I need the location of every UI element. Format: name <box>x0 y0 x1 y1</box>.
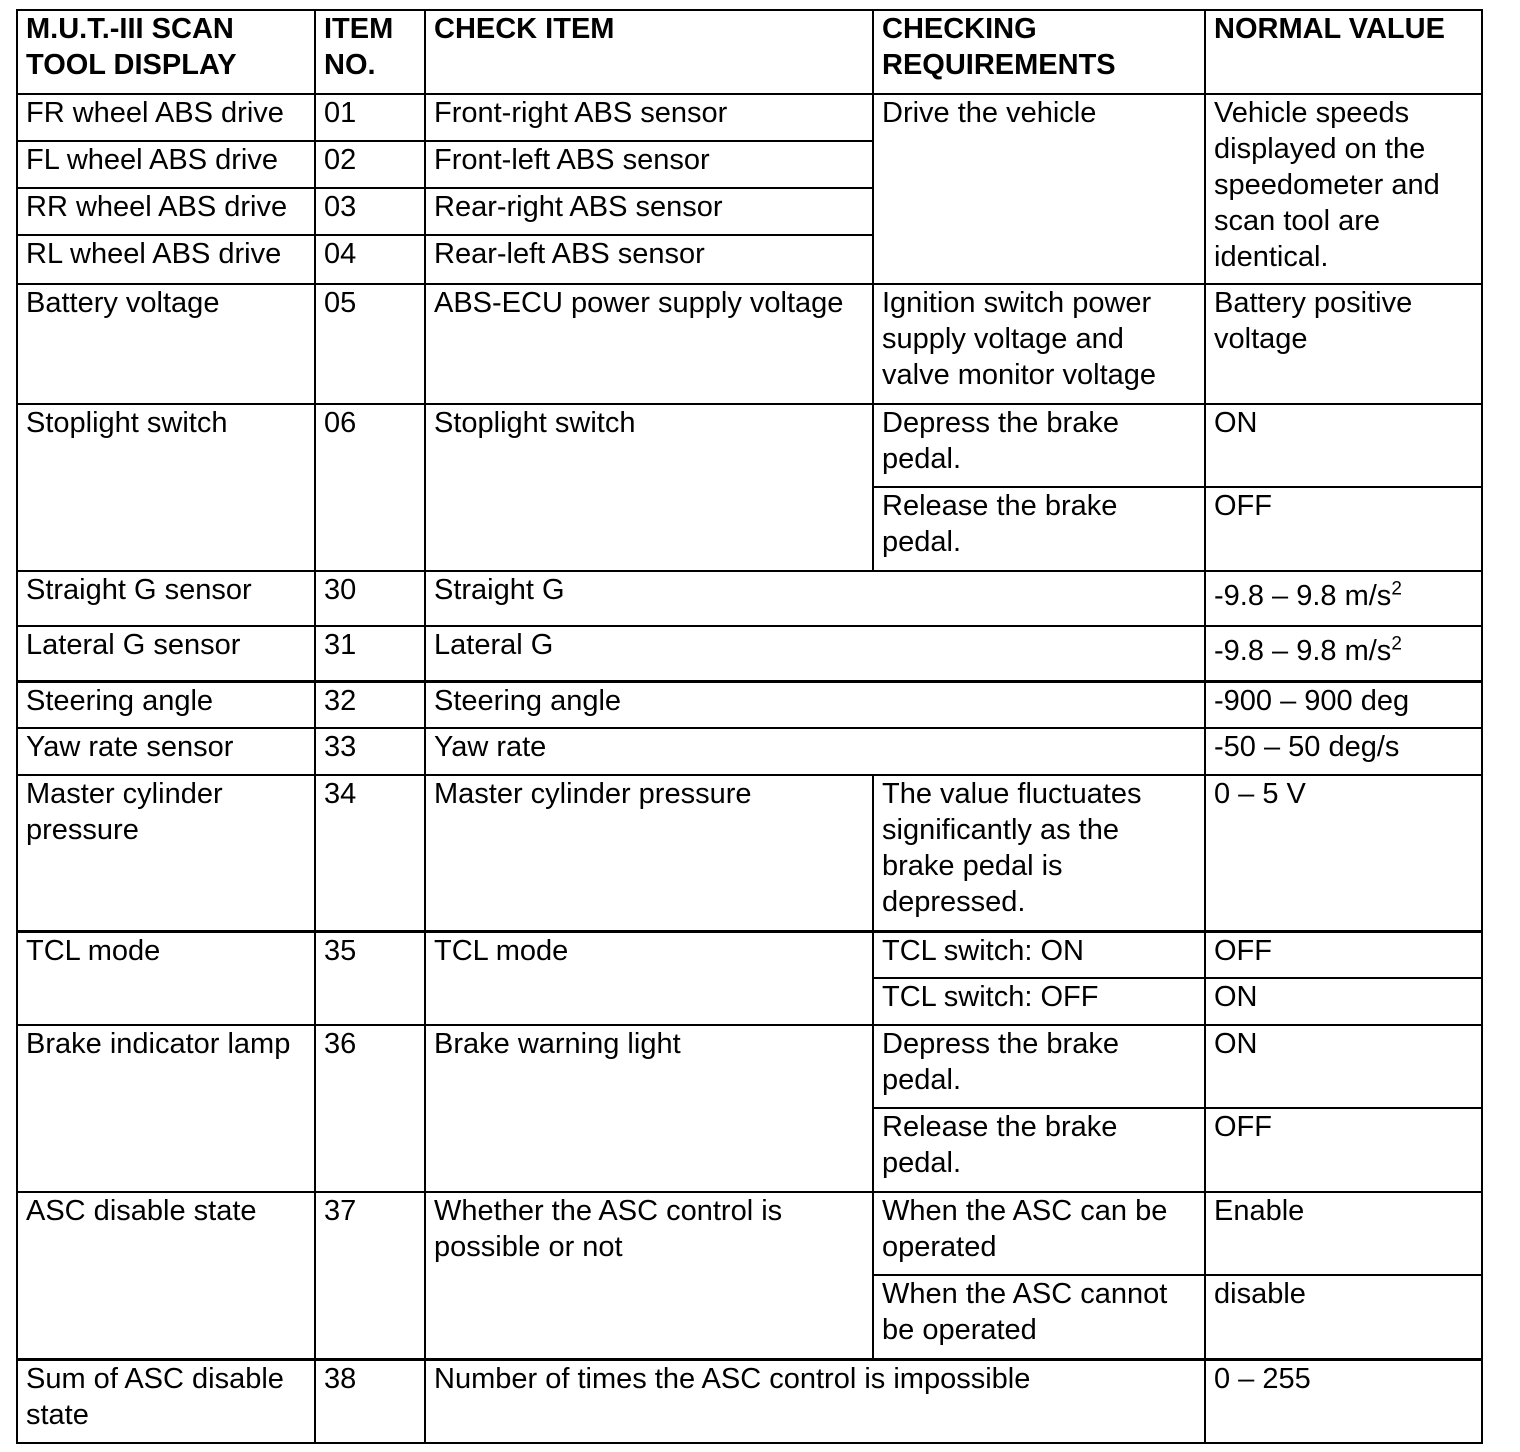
display-cell: Steering angle <box>17 681 315 728</box>
display-cell: Brake indicator lamp <box>17 1025 315 1192</box>
requirement-cell: The value fluctuates significantly as the brake pedal is depressed. <box>873 775 1205 931</box>
item-no-cell: 33 <box>315 728 425 775</box>
normal-value-cell: ON <box>1205 978 1482 1025</box>
normal-value-text: -9.8 – 9.8 m/s <box>1214 580 1392 612</box>
normal-value-cell: -50 – 50 deg/s <box>1205 728 1482 775</box>
display-cell: Lateral G sensor <box>17 626 315 681</box>
header-normal-value: NORMAL VALUE <box>1205 10 1482 94</box>
normal-value-cell: 0 – 255 <box>1205 1359 1482 1443</box>
check-item-cell: Brake warning light <box>425 1025 873 1192</box>
item-no-cell: 32 <box>315 681 425 728</box>
item-no-cell: 35 <box>315 931 425 1025</box>
check-item-cell: Steering angle <box>425 681 1205 728</box>
check-item-cell: TCL mode <box>425 931 873 1025</box>
requirement-cell: TCL switch: ON <box>873 931 1205 978</box>
requirement-cell: Ignition switch power supply voltage and valve monitor voltage <box>873 284 1205 404</box>
header-check-item: CHECK ITEM <box>425 10 873 94</box>
normal-value-cell: OFF <box>1205 1108 1482 1192</box>
check-item-cell: Master cylinder pressure <box>425 775 873 931</box>
table-row <box>17 775 1482 931</box>
display-cell: Battery voltage <box>17 284 315 404</box>
check-item-cell: Front-right ABS sensor <box>425 94 873 141</box>
item-no-cell: 30 <box>315 571 425 626</box>
table-row <box>17 1192 1482 1275</box>
item-no-cell: 01 <box>315 94 425 141</box>
check-item-cell: Number of times the ASC control is impossible <box>425 1359 1205 1443</box>
normal-value-cell: OFF <box>1205 487 1482 571</box>
check-item-cell: Lateral G <box>425 626 1205 681</box>
superscript: 2 <box>1391 633 1402 655</box>
display-cell: Yaw rate sensor <box>17 728 315 775</box>
display-cell: TCL mode <box>17 931 315 1025</box>
item-no-cell: 05 <box>315 284 425 404</box>
normal-value-cell: Enable <box>1205 1192 1482 1275</box>
header-checking-requirements: CHECKING REQUIREMENTS <box>873 10 1205 94</box>
display-cell: Sum of ASC disable state <box>17 1359 315 1443</box>
requirement-cell: TCL switch: OFF <box>873 978 1205 1025</box>
header-display: M.U.T.-III SCAN TOOL DISPLAY <box>17 10 315 94</box>
item-no-cell: 02 <box>315 141 425 188</box>
requirement-cell: Depress the brake pedal. <box>873 404 1205 487</box>
table-row <box>17 284 1482 404</box>
check-item-cell: ABS-ECU power supply voltage <box>425 284 873 404</box>
normal-value-cell: Battery positive voltage <box>1205 284 1482 404</box>
display-cell: RL wheel ABS drive <box>17 235 315 284</box>
table-row <box>17 571 1482 626</box>
display-cell: Stoplight switch <box>17 404 315 571</box>
display-cell: FR wheel ABS drive <box>17 94 315 141</box>
scan-tool-data-table <box>16 9 1483 1444</box>
check-item-cell: Stoplight switch <box>425 404 873 571</box>
normal-value-cell <box>1205 626 1482 681</box>
table-row <box>17 626 1482 681</box>
table-row <box>17 728 1482 775</box>
check-item-cell: Straight G <box>425 571 1205 626</box>
table-row <box>17 931 1482 978</box>
table-row <box>17 404 1482 487</box>
check-item-cell: Rear-right ABS sensor <box>425 188 873 235</box>
normal-value-text: -9.8 – 9.8 m/s <box>1214 635 1392 667</box>
normal-value-cell: 0 – 5 V <box>1205 775 1482 931</box>
item-no-cell: 04 <box>315 235 425 284</box>
header-row <box>17 10 1482 94</box>
item-no-cell: 34 <box>315 775 425 931</box>
table-row <box>17 681 1482 728</box>
item-no-cell: 31 <box>315 626 425 681</box>
display-cell: RR wheel ABS drive <box>17 188 315 235</box>
requirement-cell: Depress the brake pedal. <box>873 1025 1205 1108</box>
requirement-cell: When the ASC cannot be operated <box>873 1275 1205 1359</box>
check-item-cell: Rear-left ABS sensor <box>425 235 873 284</box>
normal-value-cell: ON <box>1205 404 1482 487</box>
superscript: 2 <box>1391 578 1402 600</box>
normal-value-cell: OFF <box>1205 931 1482 978</box>
table-row <box>17 1025 1482 1108</box>
item-no-cell: 36 <box>315 1025 425 1192</box>
item-no-cell: 37 <box>315 1192 425 1359</box>
header-item-no: ITEM NO. <box>315 10 425 94</box>
item-no-cell: 38 <box>315 1359 425 1443</box>
normal-value-cell <box>1205 571 1482 626</box>
display-cell: Master cylinder pressure <box>17 775 315 931</box>
requirement-cell: Release the brake pedal. <box>873 487 1205 571</box>
requirement-cell: Drive the vehicle <box>873 94 1205 284</box>
table-row <box>17 94 1482 141</box>
normal-value-cell: -900 – 900 deg <box>1205 681 1482 728</box>
table-row <box>17 1359 1482 1443</box>
display-cell: FL wheel ABS drive <box>17 141 315 188</box>
normal-value-cell: Vehicle speeds displayed on the speedometer and scan tool are identical. <box>1205 94 1482 284</box>
requirement-cell: When the ASC can be operated <box>873 1192 1205 1275</box>
check-item-cell: Yaw rate <box>425 728 1205 775</box>
display-cell: Straight G sensor <box>17 571 315 626</box>
display-cell: ASC disable state <box>17 1192 315 1359</box>
item-no-cell: 03 <box>315 188 425 235</box>
check-item-cell: Whether the ASC control is possible or not <box>425 1192 873 1359</box>
item-no-cell: 06 <box>315 404 425 571</box>
check-item-cell: Front-left ABS sensor <box>425 141 873 188</box>
requirement-cell: Release the brake pedal. <box>873 1108 1205 1192</box>
normal-value-cell: ON <box>1205 1025 1482 1108</box>
normal-value-cell: disable <box>1205 1275 1482 1359</box>
